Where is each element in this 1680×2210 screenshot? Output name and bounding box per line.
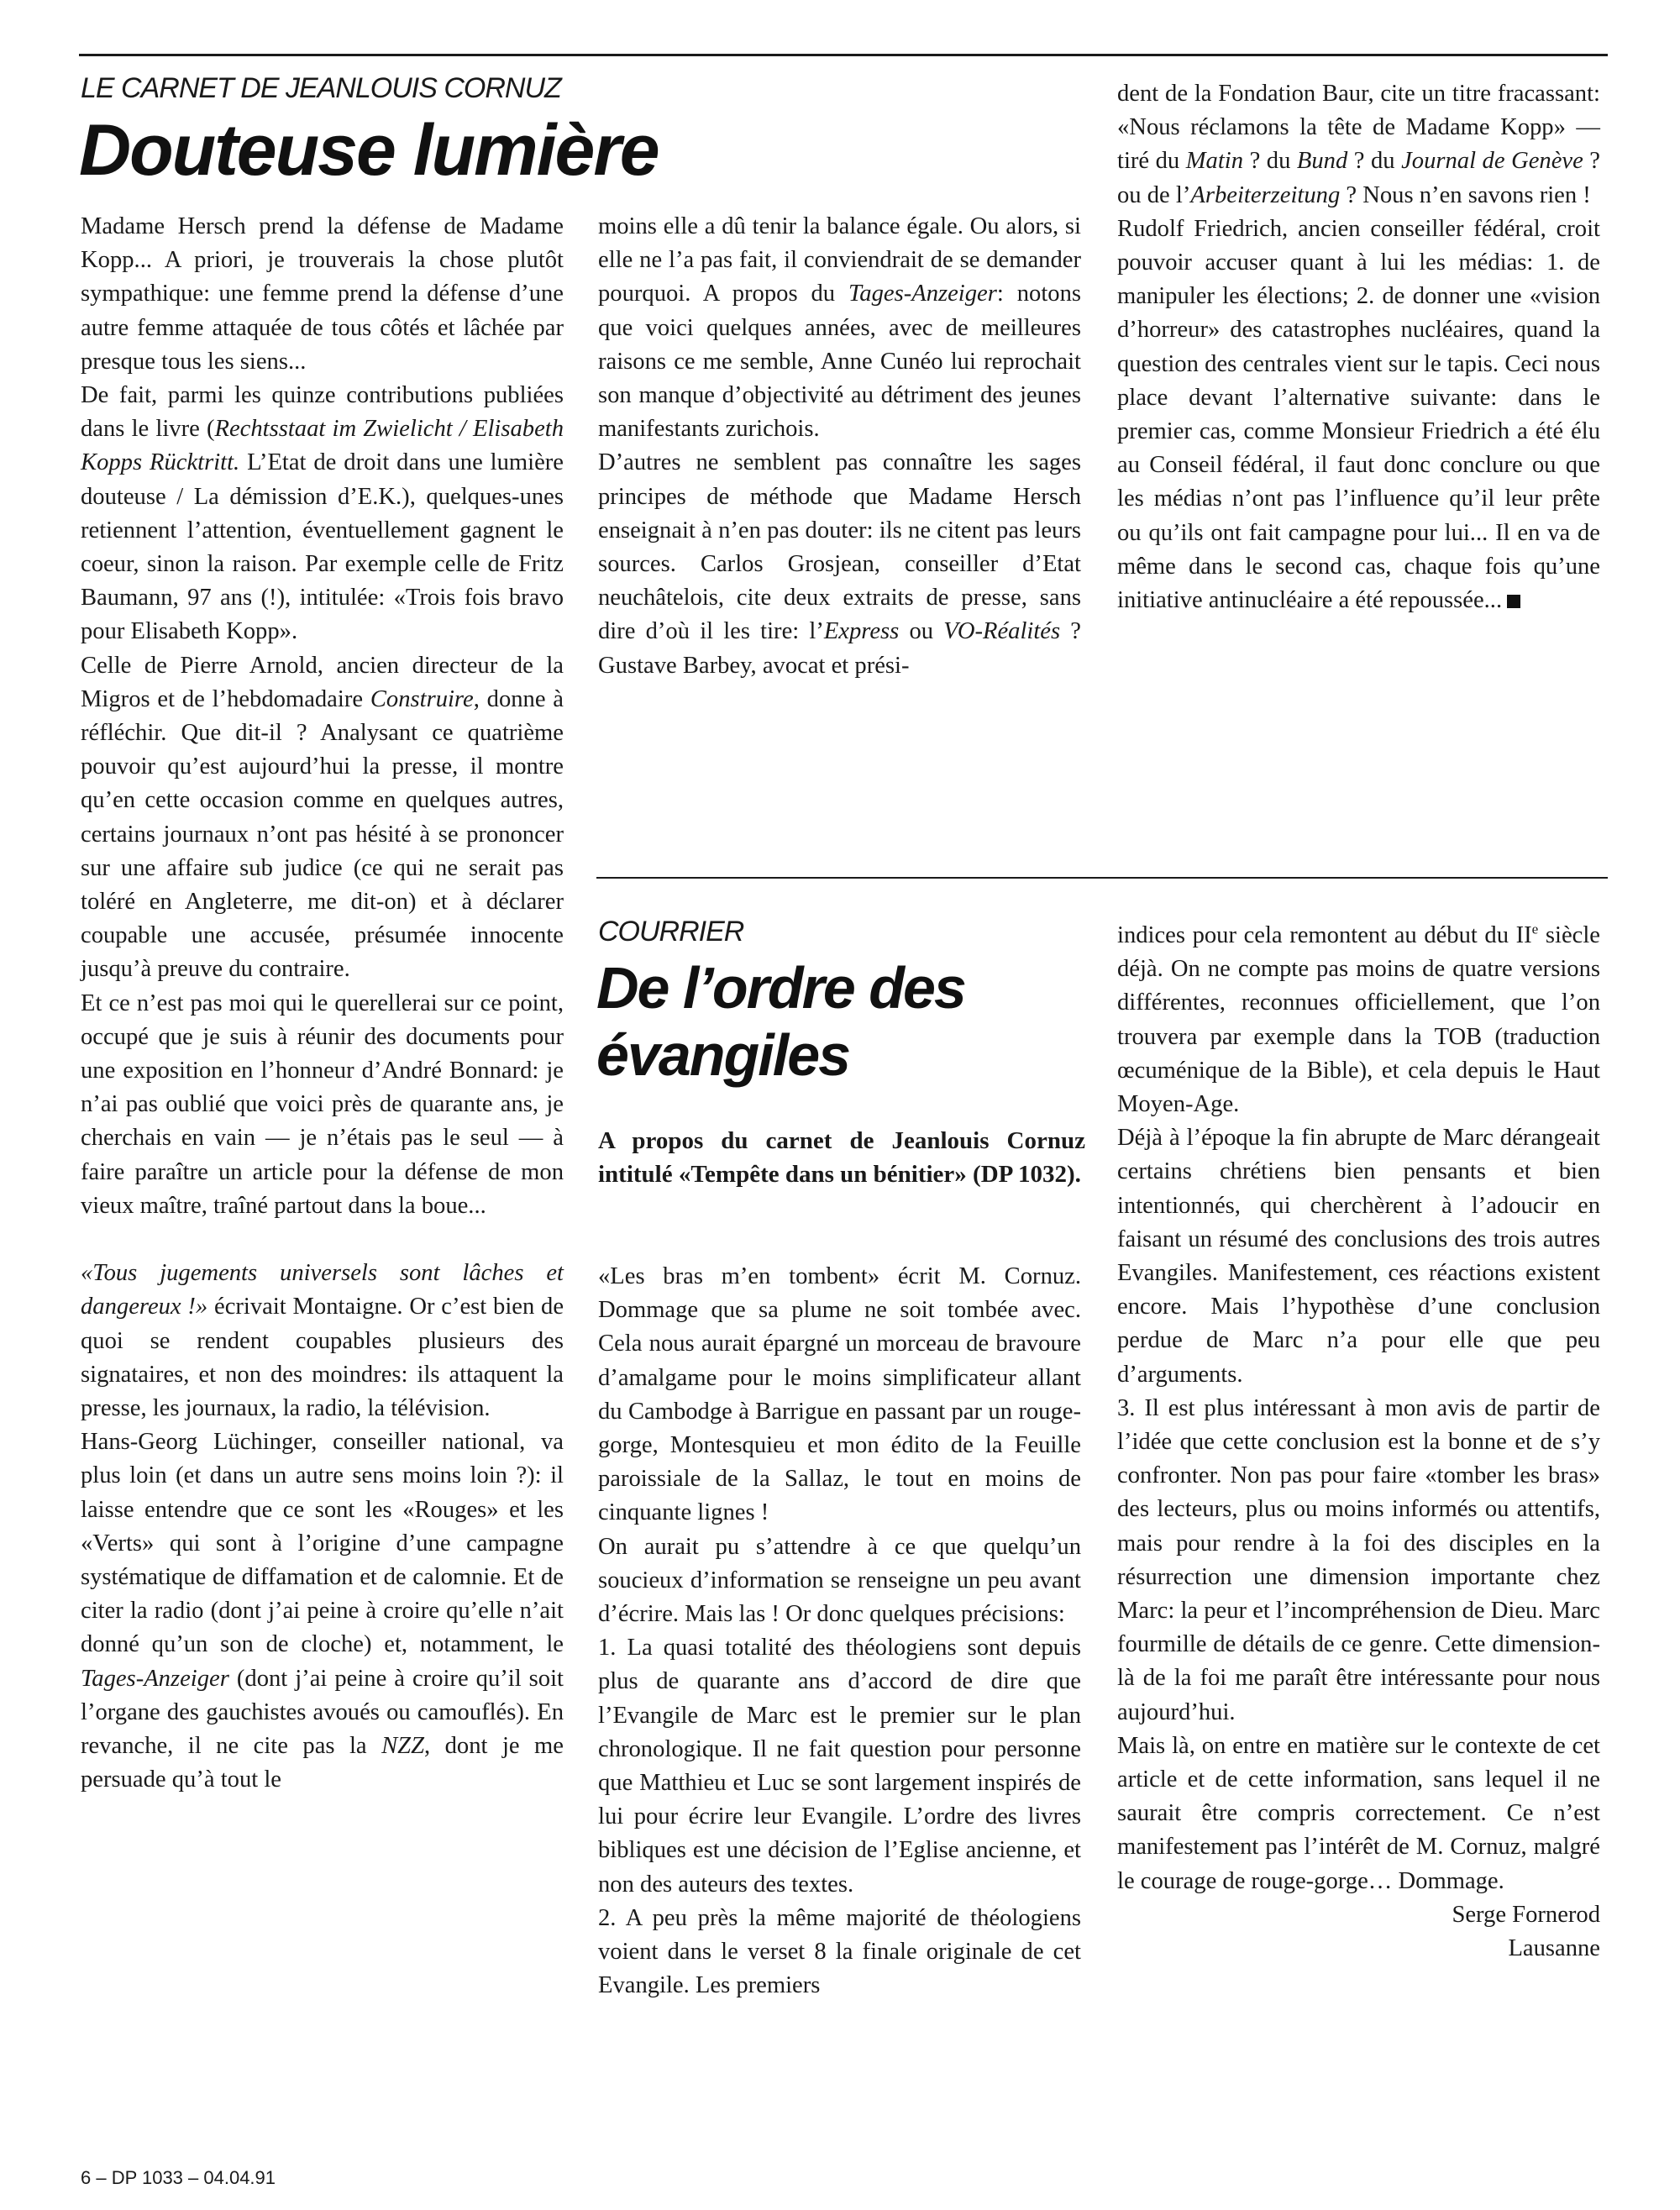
paragraph: dent de la Fondation Baur, cite un titre fracassant: «Nous réclamons la tête de Madame Kopp» — tiré du Matin ? du Bund ? du Journal de Genève ? ou de l’Arbeiterzeitung ? Nous n’en savons rien !	[1117, 81, 1600, 208]
article2-title-line1: De l’ordre des	[596, 955, 965, 1021]
top-rule	[79, 54, 1608, 56]
article2-lede: A propos du carnet de Jeanlouis Cornuz intitulé «Tempête dans un bénitier» (DP 1032).	[598, 1127, 1085, 1188]
paragraph: indices pour cela remontent au début du IIe siècle déjà. On ne compte pas moins de quatre versions différentes, reconnues officiellement, que l’on trouvera par exemple dans la TOB (traduction œcuménique de la Bible), et cela depuis le Haut Moyen-Age.	[1117, 921, 1600, 1118]
paragraph: 1. La quasi totalité des théologiens sont depuis plus de quarante ans d’accord de dire que l’Evangile de Marc est le premier sur le plan chronologique. Il ne fait question pour personne que Matthieu et Luc se sont largement inspirés de lui pour écrire leur Evangile. L’ordre des livres bibliques est une décision de l’Eglise ancienne, et non des auteurs des textes.	[598, 1635, 1081, 1898]
paragraph: Déjà à l’époque la fin abrupte de Marc dérangeait certains chrétiens bien pensants et bien intentionnés, qui cherchèrent à l’adoucir en faisant un résumé des conclusions des trois autres Evangiles. Manifestement, ces réactions existent encore. Mais l’hypothèse d’une conclusion perdue de Marc n’a pour elle que peu d’arguments.	[1117, 1125, 1600, 1388]
article1-column-2	[598, 210, 1081, 683]
article1-title: Douteuse lumière	[79, 110, 659, 191]
section-divider	[596, 877, 1608, 879]
signature-city: Lausanne	[1508, 1935, 1600, 1962]
paragraph: 2. A peu près la même majorité de théologiens voient dans le verset 8 la finale originale de cet Evangile. Les premiers	[598, 1904, 1081, 1999]
paragraph: 3. Il est plus intéressant à mon avis de partir de l’idée que cette conclusion est la bonne et de s’y confronter. Non pas pour faire «tomber les bras» des lecteurs, plus ou moins informés ou attentifs, mais pour rendre à la foi des disciples en la résurrection une dimension importante chez Marc: la peur et l’incompréhension de Dieu. Marc fourmille de détails de ce genre. Cette dimension-là de la foi me paraît être intéressante pour nous aujourd’hui.	[1117, 1394, 1600, 1725]
paragraph: Hans-Georg Lüchinger, conseiller national, va plus loin (et dans un autre sens moins loin ?): il laisse entendre que ce sont les «Rouges» et les «Verts» qui sont à l’origine d’une campagne systématique de diffamation et de calomnie. Et de citer la radio (dont j’ai peine à croire qu’elle n’ait donné qu’un son de cloche) et, notamment, le Tages-Anzeiger (dont j’ai peine à croire qu’il soit l’organe des gauchistes avoués ou camouflés). En revanche, il ne cite pas la NZZ, dont je me persuade qu’à tout le	[81, 1429, 564, 1793]
paragraph: Et ce n’est pas moi qui le querellerai sur ce point, occupé que je suis à réunir des documents pour une exposition en l’honneur d’André Bonnard: je n’ai pas oublié que voici près de quarante ans, je cherchais en vain — je n’étais pas le seul — à faire paraître un article pour la défense de mon vieux maître, traîné partout dans la boue...	[81, 990, 564, 1219]
article2-kicker: COURRIER	[598, 916, 744, 948]
paragraph: Madame Hersch prend la défense de Madame Kopp... A priori, je trouverais la chose plutôt sympathique: une femme prend la défense d’une autre femme attaquée de tous côtés et lâchée par presque tous les siens...	[81, 213, 564, 375]
paragraph: Mais là, on entre en matière sur le contexte de cet article et de cette information, sans lequel il ne saurait être compris correctement. Ce n’est manifestement pas l’intérêt de M. Cornuz, malgré le courage de rouge-gorge… Dommage.	[1117, 1732, 1600, 1894]
paragraph: «Les bras m’en tombent» écrit M. Cornuz. Dommage que sa plume ne soit tombée avec. Cela nous aurait épargné un morceau de bravoure d’amalgame pour le moins simplificateur allant du Cambodge à Barrigue en passant par un rouge-gorge, Montesquieu et mon édito de la Feuille paroissiale de la Sallaz, le tout en moins de cinquante lignes !	[598, 1263, 1081, 1526]
signature-name: Serge Fornerod	[1452, 1901, 1600, 1928]
paragraph: Rudolf Friedrich, ancien conseiller fédéral, croit pouvoir accuser quant à lui les médias: 1. de manipuler les élections; 2. de donner une «vision d’horreur» des catastrophes nucléaires, quand la question des centrales vient sur le tapis. Ceci nous place devant l’alternative suivante: dans le premier cas, comme Monsieur Friedrich a été élu au Conseil fédéral, il faut donc conclure ou que les médias n’ont pas l’influence qu’il leur prête ou qu’ils ont fait campagne pour lui... Il en va de même dans le second cas, chaque fois qu’une initiative antinucléaire a été repoussée...	[1117, 215, 1600, 614]
page-footer: 6 – DP 1033 – 04.04.91	[81, 2167, 276, 2188]
article1-column-3	[1117, 77, 1600, 617]
paragraph: «Tous jugements universels sont lâches et dangereux !» écrivait Montaigne. Or c’est bien de quoi se rendent coupables plusieurs des signataires, et non des moindres: ils attaquent la presse, les journaux, la radio, la télévision.	[81, 1260, 564, 1421]
article1-kicker: LE CARNET DE JEANLOUIS CORNUZ	[81, 72, 561, 104]
article2-title-line2: évangiles	[596, 1022, 850, 1088]
paragraph: D’autres ne semblent pas connaître les sages principes de méthode que Madame Hersch enseignait à n’en pas douter: ils ne citent pas leurs sources. Carlos Grosjean, conseiller d’Etat neuchâtelois, cite deux extraits de presse, sans dire d’où il les tire: l’Express ou VO-Réalités ? Gustave Barbey, avocat et prési-	[598, 449, 1081, 679]
article1-column-1	[81, 210, 564, 1797]
end-of-article-mark	[1507, 595, 1520, 608]
paragraph: De fait, parmi les quinze contributions publiées dans le livre (Rechtsstaat im Zwielicht / Elisabeth Kopps Rücktritt. L’Etat de droit dans une lumière douteuse / La démission d’E.K.), quelques-unes retiennent l’attention, éventuellement gagnent le coeur, sinon la raison. Par exemple celle de Fritz Baumann, 97 ans (!), intitulée: «Trois fois bravo pour Elisabeth Kopp».	[81, 382, 564, 645]
article2-column-2	[598, 1260, 1081, 2003]
paragraph: moins elle a dû tenir la balance égale. Ou alors, si elle ne l’a pas fait, il conviendrait de se demander pourquoi. A propos du Tages-Anzeiger: notons que voici quelques années, avec de meilleures raisons ce me semble, Anne Cunéo lui reprochait son manque d’objectivité au détriment des jeunes manifestants zurichois.	[598, 213, 1081, 443]
paragraph: On aurait pu s’attendre à ce que quelqu’un soucieux d’information se renseigne un peu avant d’écrire. Mais las ! Or donc quelques précisions:	[598, 1533, 1081, 1628]
article2-column-3	[1117, 919, 1600, 1966]
paragraph: Celle de Pierre Arnold, ancien directeur de la Migros et de l’hebdomadaire Construire, donne à réfléchir. Que dit-il ? Analysant ce quatrième pouvoir qu’est aujourd’hui la presse, il montre qu’en cette occasion comme en quelques autres, certains journaux n’ont pas hésité à se prononcer sur une affaire sub judice (ce qui ne serait pas toléré en Angleterre, me dit-on) et à déclarer coupable une accusée, présumée innocente jusqu’à preuve du contraire.	[81, 652, 564, 983]
article2-title	[596, 954, 965, 1089]
